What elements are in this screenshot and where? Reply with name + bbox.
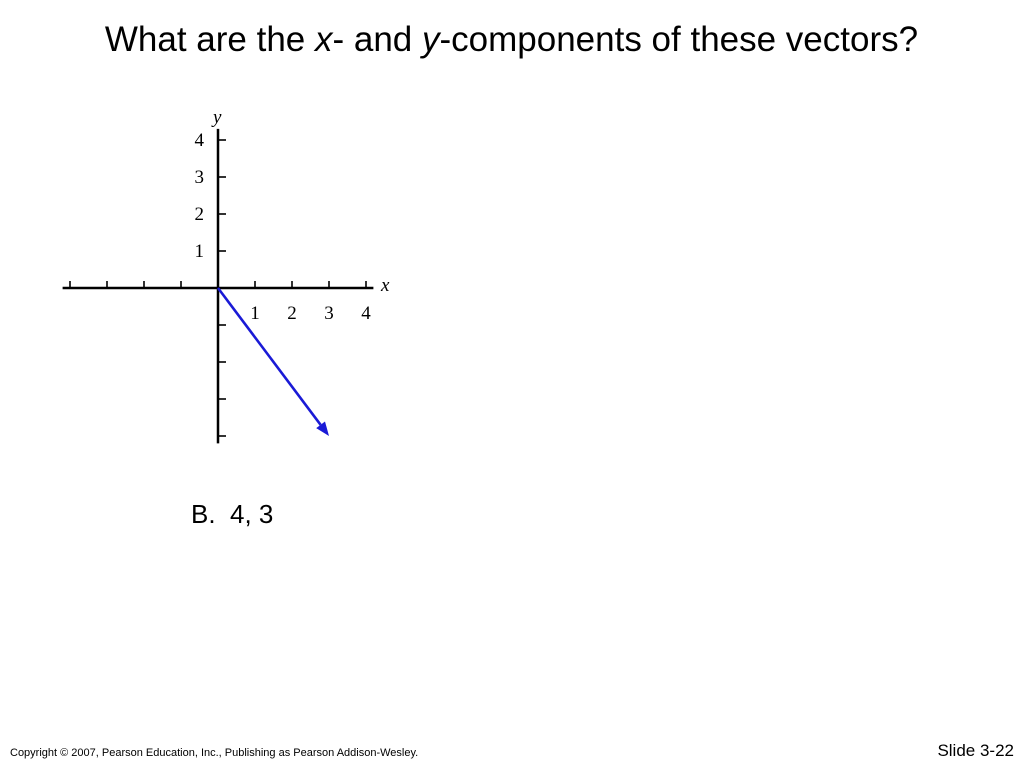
y-axis-label: y — [213, 106, 222, 128]
x-tick-label: 1 — [250, 303, 260, 324]
x-tick-label: 2 — [287, 303, 297, 324]
y-tick-label: 1 — [194, 241, 204, 262]
vector-arrowhead — [316, 422, 329, 437]
title-part-2: - and — [332, 20, 422, 59]
answer-text: B. 4, 3 — [191, 499, 274, 529]
y-tick-label: 2 — [194, 204, 204, 225]
x-axis-label: x — [380, 275, 390, 296]
copyright-notice: Copyright © 2007, Pearson Education, Inc., Publishing as Pearson Addison-Wesley. — [10, 747, 419, 759]
title-x-variable: x — [315, 20, 333, 59]
vector-group — [218, 288, 329, 436]
y-tick-label: 4 — [194, 130, 204, 151]
coordinate-axes — [63, 129, 374, 444]
vector-line — [218, 288, 321, 425]
x-tick-label: 3 — [324, 303, 334, 324]
slide-number: Slide 3-22 — [937, 741, 1014, 760]
x-tick-label: 4 — [361, 303, 371, 324]
title-part-1: What are the — [104, 20, 315, 59]
title-part-3: -components of these vectors? — [439, 20, 919, 59]
title-y-variable: y — [422, 20, 440, 59]
y-tick-label: 3 — [194, 167, 204, 188]
